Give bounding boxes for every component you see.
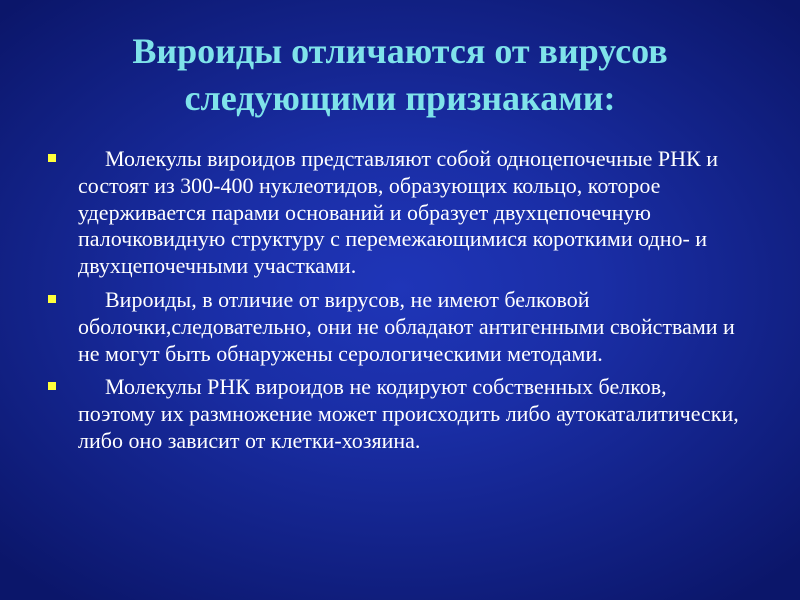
bullet-item — [46, 374, 746, 454]
square-bullet-icon — [48, 382, 56, 390]
bullet-text: Молекулы РНК вироидов не кодируют собственных белков, поэтому их размножение может происходить либо аутокаталитически, либо оно зависит от клетки-хозяина. — [78, 374, 739, 453]
bullet-list — [46, 146, 746, 462]
square-bullet-icon — [48, 154, 56, 162]
bullet-item — [46, 146, 746, 280]
slide-title — [40, 28, 760, 122]
slide-title-line-2: следующими признаками: — [184, 78, 616, 118]
bullet-item — [46, 287, 746, 367]
bullet-text: Вироиды, в отличие от вирусов, не имеют белковой оболочки,следовательно, они не обладают антигенными свойствами и не могут быть обнаружены серологическими методами. — [78, 286, 735, 366]
slide-title-line-1: Вироиды отличаются от вирусов — [132, 31, 668, 71]
bullet-text: Молекулы вироидов представляют собой одноцепочечные РНК и состоят из 300-400 нуклеотидов, образующих кольцо, которое удерживается парами оснований и образует двухцепочечную палочковидную структуру с перемежающимися короткими одно- и двухцепочечными участками. — [78, 146, 719, 279]
square-bullet-icon — [48, 295, 56, 303]
